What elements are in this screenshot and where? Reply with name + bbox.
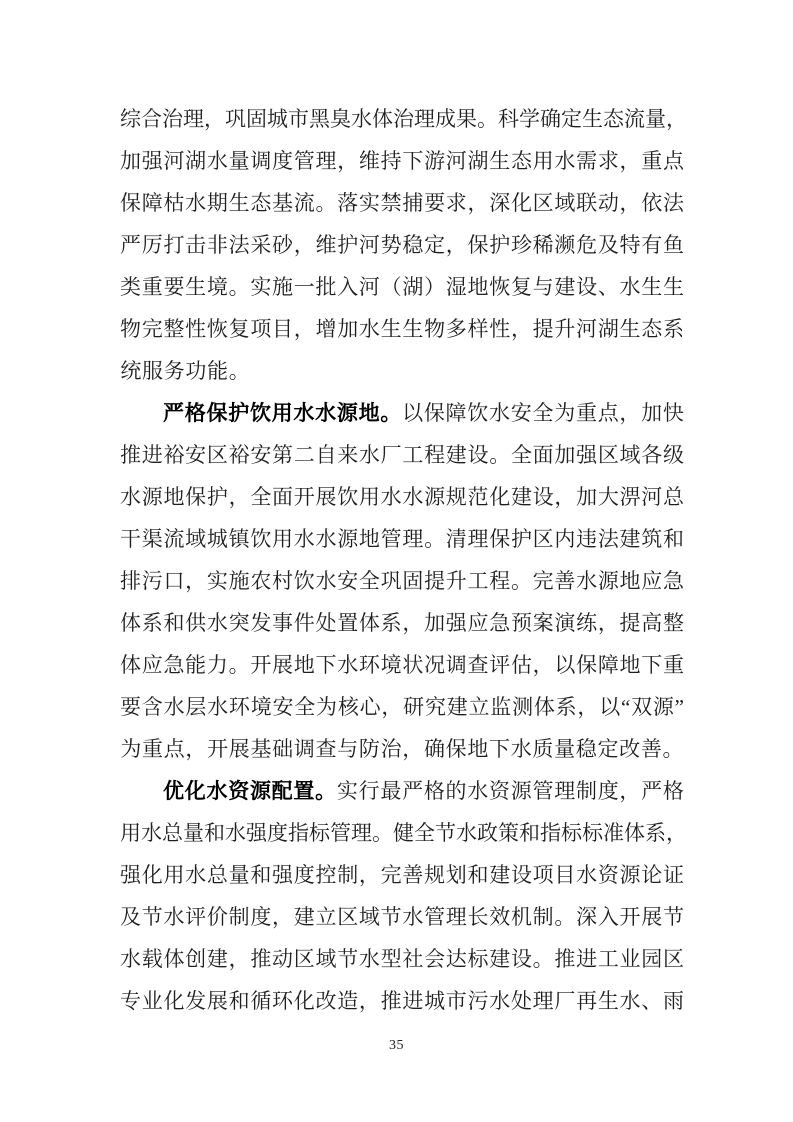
text-line: 保 障 枯 水 期 生 态 基 流 。 落 实 禁 捕 要 求 ， 深 化 区 域 联 动 ， 依 法 [120, 191, 684, 215]
text-line: 强 化 用 水 总 量 和 强 度 控 制 ， 完 善 规 划 和 建 设 项 目 水 资 源 论 证 [120, 863, 684, 887]
text-line: 要 含 水 层 水 环 境 安 全 为 核 心 ， 研 究 建 立 监 测 体 系 ， 以 “ 双 源 ” [120, 695, 684, 719]
text-line: 水 源 地 保 护 ， 全 面 开 展 饮 用 水 水 源 规 范 化 建 设 ， 加 大 淠 河 总 [120, 485, 684, 509]
text-line: 排 污 口 ， 实 施 农 村 饮 水 安 全 巩 固 提 升 工 程 。 完 善 水 源 地 应 急 [120, 569, 684, 593]
text-line: 优 化 水 资 源 配 置 。 实 行 最 严 格 的 水 资 源 管 理 制 度 ， 严 格 [163, 779, 684, 803]
text-line: 水 载 体 创 建 ， 推 动 区 域 节 水 型 社 会 达 标 建 设 。 推 进 工 业 园 区 [120, 947, 684, 971]
text-line: 为 重 点 ， 开 展 基 础 调 查 与 防 治 ， 确 保 地 下 水 质 量 稳 定 改 善 。 [120, 737, 684, 761]
text-line: 加 强 河 湖 水 量 调 度 管 理 ， 维 持 下 游 河 湖 生 态 用 水 需 求 ， 重 点 [120, 149, 684, 173]
para-drinking-water-source-protection [120, 392, 684, 770]
text-line: 物 完 整 性 恢 复 项 目 ， 增 加 水 生 生 物 多 样 性 ， 提 升 河 湖 生 态 系 [120, 317, 684, 341]
text-line: 推 进 裕 安 区 裕 安 第 二 自 来 水 厂 工 程 建 设 。 全 面 加 强 区 域 各 级 [120, 443, 684, 467]
text-line: 综 合 治 理 ， 巩 固 城 市 黑 臭 水 体 治 理 成 果 。 科 学 确 定 生 态 流 量 ， [120, 107, 687, 131]
text-line: 及 节 水 评 价 制 度 ， 建 立 区 域 节 水 管 理 长 效 机 制 。 深 入 开 展 节 [120, 905, 684, 929]
text-line: 严 厉 打 击 非 法 采 砂 ， 维 护 河 势 稳 定 ， 保 护 珍 稀 濒 危 及 特 有 鱼 [120, 233, 684, 257]
text-line: 干 渠 流 域 城 镇 饮 用 水 水 源 地 管 理 。 清 理 保 护 区 内 违 法 建 筑 和 [120, 527, 684, 551]
text-line: 用 水 总 量 和 水 强 度 指 标 管 理 。 健 全 节 水 政 策 和 指 标 标 准 体 系 ， [120, 821, 687, 845]
text-line: 专 业 化 发 展 和 循 环 化 改 造 ， 推 进 城 市 污 水 处 理 厂 再 生 水 、 雨 [120, 989, 684, 1013]
para-river-lake-ecology [120, 98, 687, 392]
document-body [120, 98, 687, 1022]
text-line: 严 格 保 护 饮 用 水 水 源 地 。 以 保 障 饮 水 安 全 为 重 点 ， 加 快 [163, 401, 684, 425]
text-line: 类 重 要 生 境 。 实 施 一 批 入 河 （ 湖 ） 湿 地 恢 复 与 建 设 、 水 生 生 [120, 275, 684, 299]
text-line: 体 系 和 供 水 突 发 事 件 处 置 体 系 ， 加 强 应 急 预 案 演 练 ， 提 高 整 [120, 611, 684, 635]
text-line: 体 应 急 能 力 。 开 展 地 下 水 环 境 状 况 调 查 评 估 ， 以 保 障 地 下 重 [120, 653, 684, 677]
para-water-resource-allocation [120, 770, 687, 1022]
text-line: 统 服 务 功 能 。 [120, 359, 250, 383]
page-footer [0, 1036, 793, 1054]
page-number: 35 [389, 1038, 404, 1053]
